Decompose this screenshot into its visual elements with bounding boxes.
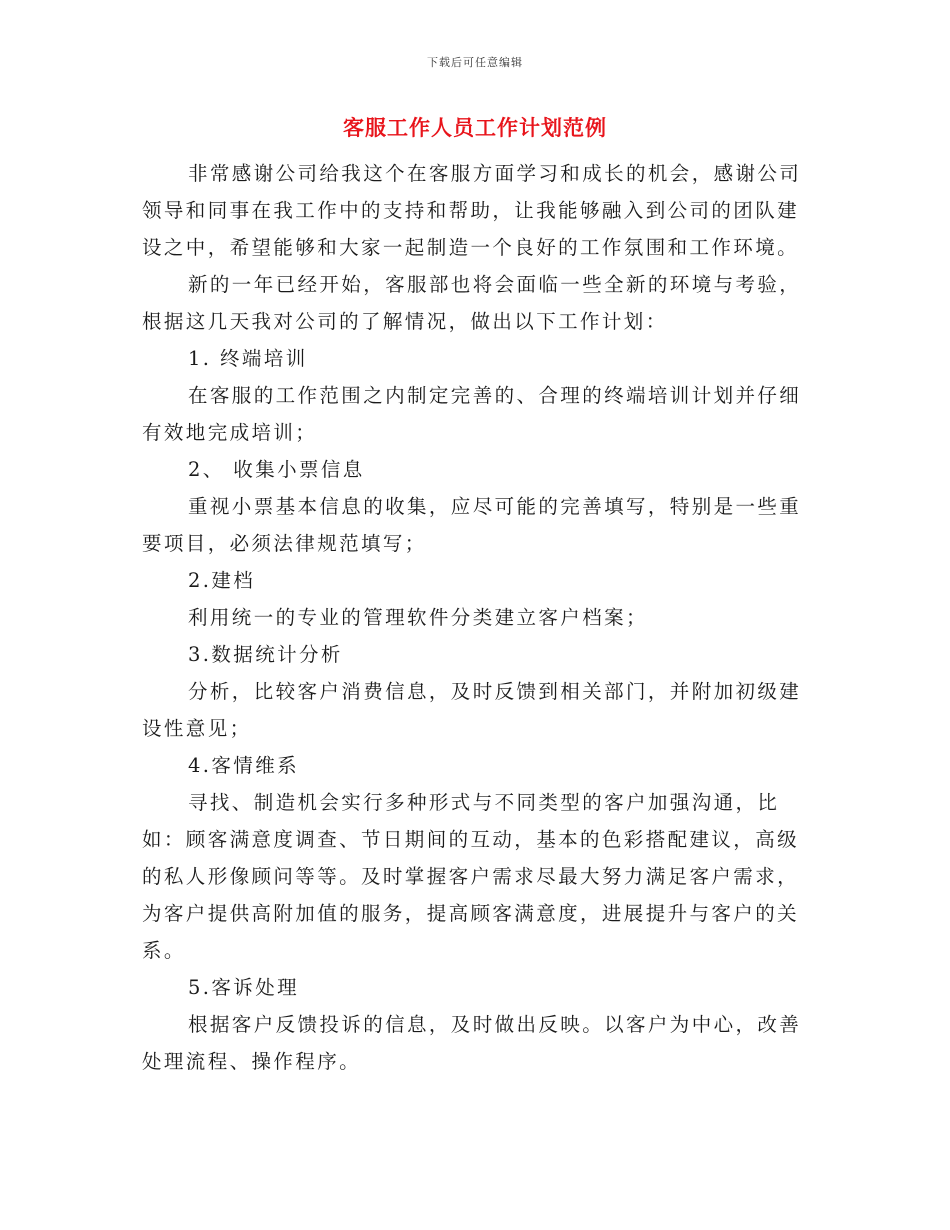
section-heading-data-analysis: 3.数据统计分析 bbox=[188, 643, 343, 666]
paragraph-terminal-training: 在客服的工作范围之内制定完善的、合理的终端培训计划并仔细有效地完成培训； bbox=[142, 384, 802, 444]
paragraph-intro: 非常感谢公司给我这个在客服方面学习和成长的机会，感谢公司领导和同事在我工作中的支持和帮助，让我能够融入到公司的团队建设之中，希望能够和大家一起制造一个良好的工作氛围和工作环境。 bbox=[142, 162, 802, 259]
paragraph-complaint-handling: 根据客户反馈投诉的信息，及时做出反映。以客户为中心，改善处理流程、操作程序。 bbox=[142, 1013, 802, 1073]
section-heading-terminal-training: 1. 终端培训 bbox=[188, 347, 308, 370]
section-heading-receipt-info: 2、 收集小票信息 bbox=[188, 458, 365, 481]
paragraph-customer-relations: 寻找、制造机会实行多种形式与不同类型的客户加强沟通，比如：顾客满意度调查、节日期间的互动，基本的色彩搭配建议，高级的私人形像顾问等等。及时掌握客户需求尽最大努力满足客户需求，为客户提供高附加值的服务，提高顾客满意度，进展提升与客户的关系。 bbox=[142, 791, 800, 962]
paragraph-plan-intro: 新的一年已经开始，客服部也将会面临一些全新的环境与考验，根据这几天我对公司的了解情况，做出以下工作计划： bbox=[142, 273, 802, 333]
paragraph-receipt-info: 重视小票基本信息的收集，应尽可能的完善填写，特别是一些重要项目，必须法律规范填写； bbox=[142, 495, 802, 555]
section-heading-complaint-handling: 5.客诉处理 bbox=[188, 976, 300, 999]
header-note: 下载后可任意编辑 bbox=[427, 56, 523, 69]
section-heading-filing: 2.建档 bbox=[188, 569, 256, 592]
paragraph-filing: 利用统一的专业的管理软件分类建立客户档案； bbox=[188, 606, 648, 629]
section-heading-customer-relations: 4.客情维系 bbox=[188, 754, 300, 777]
page-title: 客服工作人员工作计划范例 bbox=[343, 115, 607, 140]
paragraph-data-analysis: 分析，比较客户消费信息，及时反馈到相关部门，并附加初级建设性意见； bbox=[142, 680, 802, 740]
document-body bbox=[142, 155, 808, 1080]
